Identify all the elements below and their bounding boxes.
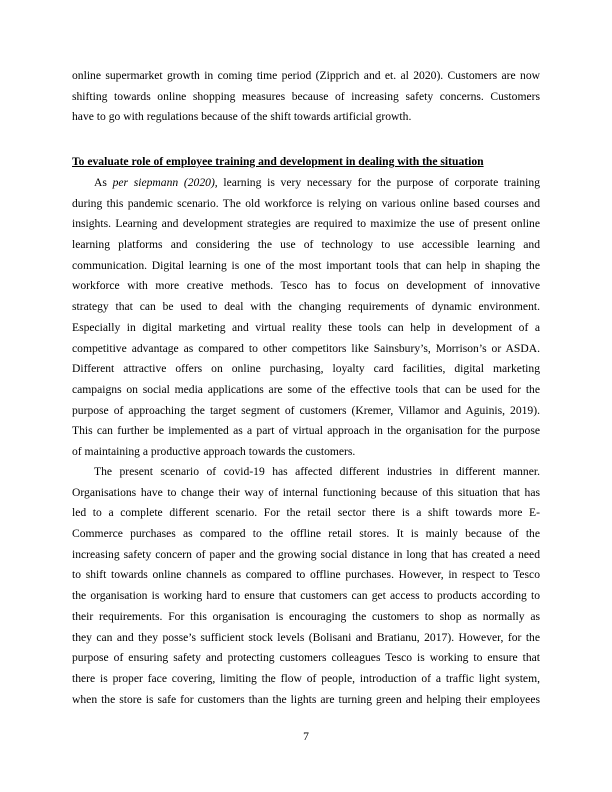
paragraph-line: to shift towards online channels as compared to offline purchases. However, in respect to Tesco [72, 568, 540, 582]
paragraph-line: Different attractive offers on online purchasing, loyalty card facilities, digital marketing [72, 362, 540, 376]
paragraph-line: Organisations have to change their way of internal functioning because of this situation that has [72, 485, 540, 499]
section-heading-block [72, 152, 540, 173]
paragraph-line: purpose of approaching the target segment of customers (Kremer, Villamor and Aguinis, 2019). [72, 403, 540, 417]
page-number: 7 [303, 730, 309, 743]
paragraph-line: their requirements. For this organisation is encouraging the customers to shop as normally as [72, 609, 540, 623]
intro-paragraph [72, 66, 540, 128]
paragraph-line: led to a complete different scenario. For the retail sector there is a shift towards more E- [72, 506, 540, 520]
paragraph-line: workforce with more creative methods. Tesco has to focus on development of innovative [72, 279, 540, 293]
paragraph-first-line [72, 173, 540, 194]
paragraph-line: of maintaining a productive approach towards the customers. [72, 444, 356, 458]
paragraph-line: there is proper face covering, limiting the flow of people, introduction of a traffic light system, [72, 671, 540, 685]
paragraph-line: insights. Learning and development strategies are required to maximize the use of present online [72, 217, 540, 231]
paragraph-first-line: The present scenario of covid-19 has affected different industries in different manner. [94, 465, 540, 478]
paragraph-line: competitive advantage as compared to other competitors like Sainsbury’s, Morrison’s or ASDA. [72, 341, 540, 355]
paragraph-line: when the store is safe for customers than the lights are turning green and helping their employees [72, 692, 540, 706]
intro-line: online supermarket growth in coming time period (Zipprich and et. al 2020). Customers are now [72, 69, 540, 82]
intro-line: shifting towards online shopping measures because of increasing safety concerns. Customers [72, 89, 540, 103]
paragraph-line: the organisation is working hard to ensure that customers can get access to products according to [72, 589, 540, 603]
paragraph-line: This can further be implemented as a part of virtual approach in the organisation for the purpose [72, 424, 540, 438]
citation-italic: per siepmann (2020), [112, 176, 218, 189]
paragraph-line: Especially in digital marketing and virtual reality these tools can help in development of a [72, 320, 540, 334]
paragraph-covid-scenario [72, 462, 540, 710]
first-line-prefix: As [94, 176, 113, 189]
paragraph-line: campaigns on social media applications are some of the effective tools that can be used for the [72, 382, 540, 396]
paragraph-line: they can and they posse’s sufficient stock levels (Bolisani and Bratianu, 2017). However, for the [72, 630, 540, 644]
paragraph-employee-training [72, 173, 540, 463]
paragraph-line: during this pandemic scenario. The old workforce is relying on various online based courses and [72, 196, 540, 210]
paragraph-line: Commerce purchases as compared to the offline retail stores. It is mainly because of the [72, 527, 540, 541]
intro-line: have to go with regulations because of the shift towards artificial growth. [72, 110, 412, 124]
paragraph-line: communication. Digital learning is one of the most important tools that can help in shaping the [72, 258, 540, 272]
first-line-rest: learning is very necessary for the purpose of corporate training [217, 176, 540, 189]
paragraph-line: purpose of ensuring safety and protecting customers colleagues Tesco is working to ensure that [72, 651, 540, 665]
section-heading: To evaluate role of employee training and development in dealing with the situation [72, 155, 484, 168]
paragraph-line: increasing safety concern of paper and the growing social distance in long that has created a need [72, 547, 540, 561]
paragraph-line: learning platforms and considering the use of technology to use accessible learning and [72, 238, 540, 252]
paragraph-line: strategy that can be used to deal with the changing requirements of dynamic environment. [72, 300, 540, 314]
